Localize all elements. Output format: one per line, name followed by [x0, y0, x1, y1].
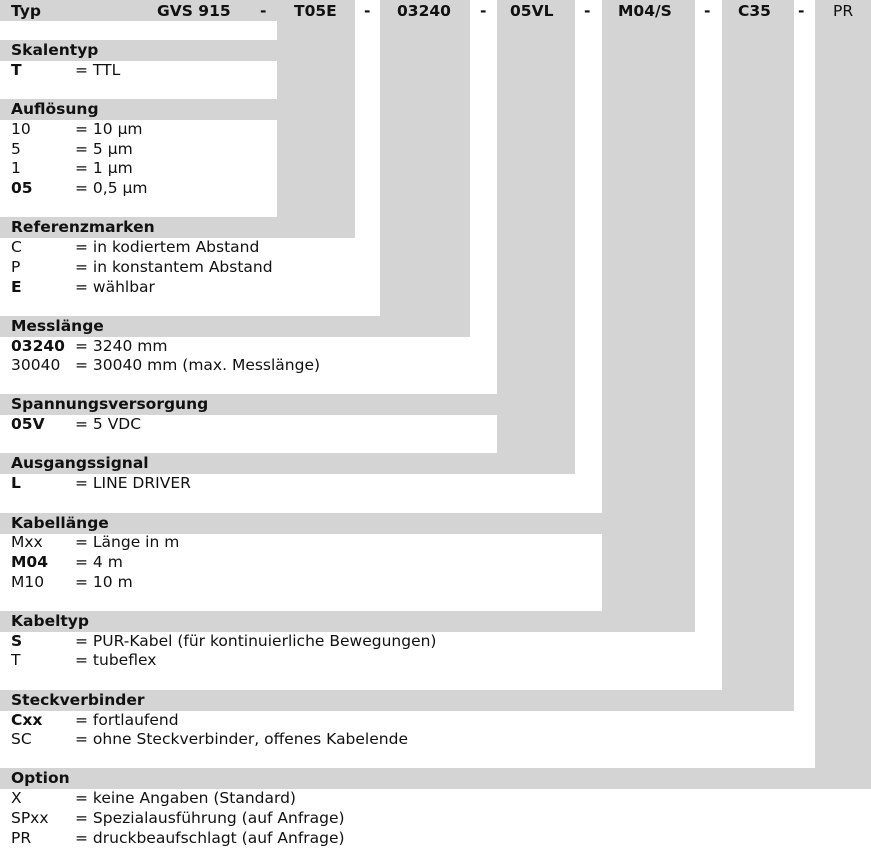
option-desc: = PUR-Kabel (für kontinuierliche Bewegungen): [75, 632, 437, 650]
option-code: M10: [11, 573, 45, 591]
section-title-spannungsversorgung: Spannungsversorgung: [11, 395, 209, 413]
header-code-t05e: T05E: [294, 2, 337, 20]
option-desc: = 30040 mm (max. Messlänge): [75, 356, 321, 374]
option-code: PR: [11, 829, 32, 847]
column-pr: [815, 0, 871, 789]
option-code: X: [11, 789, 22, 807]
option-desc: = 4 m: [75, 553, 123, 571]
header-code-c35: C35: [738, 2, 771, 20]
option-code: M04: [11, 553, 48, 571]
header-label: Typ: [11, 2, 41, 20]
option-desc: = 10 m: [75, 573, 133, 591]
section-title-ausgangssignal: Ausgangssignal: [11, 454, 149, 472]
column-m04s: [602, 0, 695, 632]
option-desc: = 1 µm: [75, 159, 133, 177]
option-desc: = Spezialausführung (auf Anfrage): [75, 809, 345, 827]
option-code: 1: [11, 159, 21, 177]
option-desc: = wählbar: [75, 278, 155, 296]
option-code: L: [11, 474, 21, 492]
header-dash: -: [584, 2, 591, 20]
section-title-referenzmarken: Referenzmarken: [11, 218, 155, 236]
header-dash: -: [704, 2, 711, 20]
option-desc: = Länge in m: [75, 533, 180, 551]
option-code: Cxx: [11, 711, 43, 729]
header-code-05vl: 05VL: [510, 2, 554, 20]
header-code-pr: PR: [833, 2, 854, 20]
section-title-option: Option: [11, 769, 70, 787]
section-title-aufloesung: Auflösung: [11, 100, 99, 118]
section-bar-kabeltyp: [0, 611, 695, 632]
option-desc: = in kodiertem Abstand: [75, 238, 260, 256]
option-code: C: [11, 238, 22, 256]
section-title-kabeltyp: Kabeltyp: [11, 612, 89, 630]
section-title-messlaenge: Messlänge: [11, 317, 104, 335]
column-t05e: [277, 0, 355, 219]
header-dash: -: [260, 2, 267, 20]
option-code: 5: [11, 140, 21, 158]
option-desc: = 0,5 µm: [75, 179, 148, 197]
option-code: SC: [11, 730, 32, 748]
option-code: P: [11, 258, 21, 276]
option-code: E: [11, 278, 22, 296]
column-03240: [380, 0, 470, 317]
option-code: T: [11, 651, 21, 669]
section-title-skalentyp: Skalentyp: [11, 41, 99, 59]
header-bar: [0, 0, 278, 21]
option-desc: = 10 µm: [75, 120, 143, 138]
option-desc: = tubeflex: [75, 651, 157, 669]
header-dash: -: [364, 2, 371, 20]
option-code: 30040: [11, 356, 61, 374]
option-code: 05V: [11, 415, 45, 433]
header-code-m04s: M04/S: [618, 2, 672, 20]
header-dash: -: [798, 2, 805, 20]
header-model: GVS 915: [157, 2, 231, 20]
option-code: 05: [11, 179, 33, 197]
section-title-kabellaenge: Kabellänge: [11, 514, 109, 532]
section-bar-option: [0, 768, 871, 789]
option-desc: = 5 µm: [75, 140, 133, 158]
option-code: T: [11, 61, 22, 79]
option-desc: = ohne Steckverbinder, offenes Kabelende: [75, 730, 408, 748]
option-desc: = 5 VDC: [75, 415, 142, 433]
section-title-steckverbinder: Steckverbinder: [11, 691, 145, 709]
option-code: 03240: [11, 337, 65, 355]
option-desc: = druckbeaufschlagt (auf Anfrage): [75, 829, 345, 847]
option-desc: = in konstantem Abstand: [75, 258, 273, 276]
option-desc: = 3240 mm: [75, 337, 168, 355]
option-code: S: [11, 632, 23, 650]
header-dash: -: [480, 2, 487, 20]
option-code: Mxx: [11, 533, 43, 551]
column-c35: [722, 0, 794, 691]
option-desc: = LINE DRIVER: [75, 474, 191, 492]
option-code: SPxx: [11, 809, 49, 827]
option-desc: = fortlaufend: [75, 711, 179, 729]
option-desc: = keine Angaben (Standard): [75, 789, 296, 807]
option-desc: = TTL: [75, 61, 121, 79]
header-code-03240: 03240: [397, 2, 451, 20]
option-code: 10: [11, 120, 31, 138]
